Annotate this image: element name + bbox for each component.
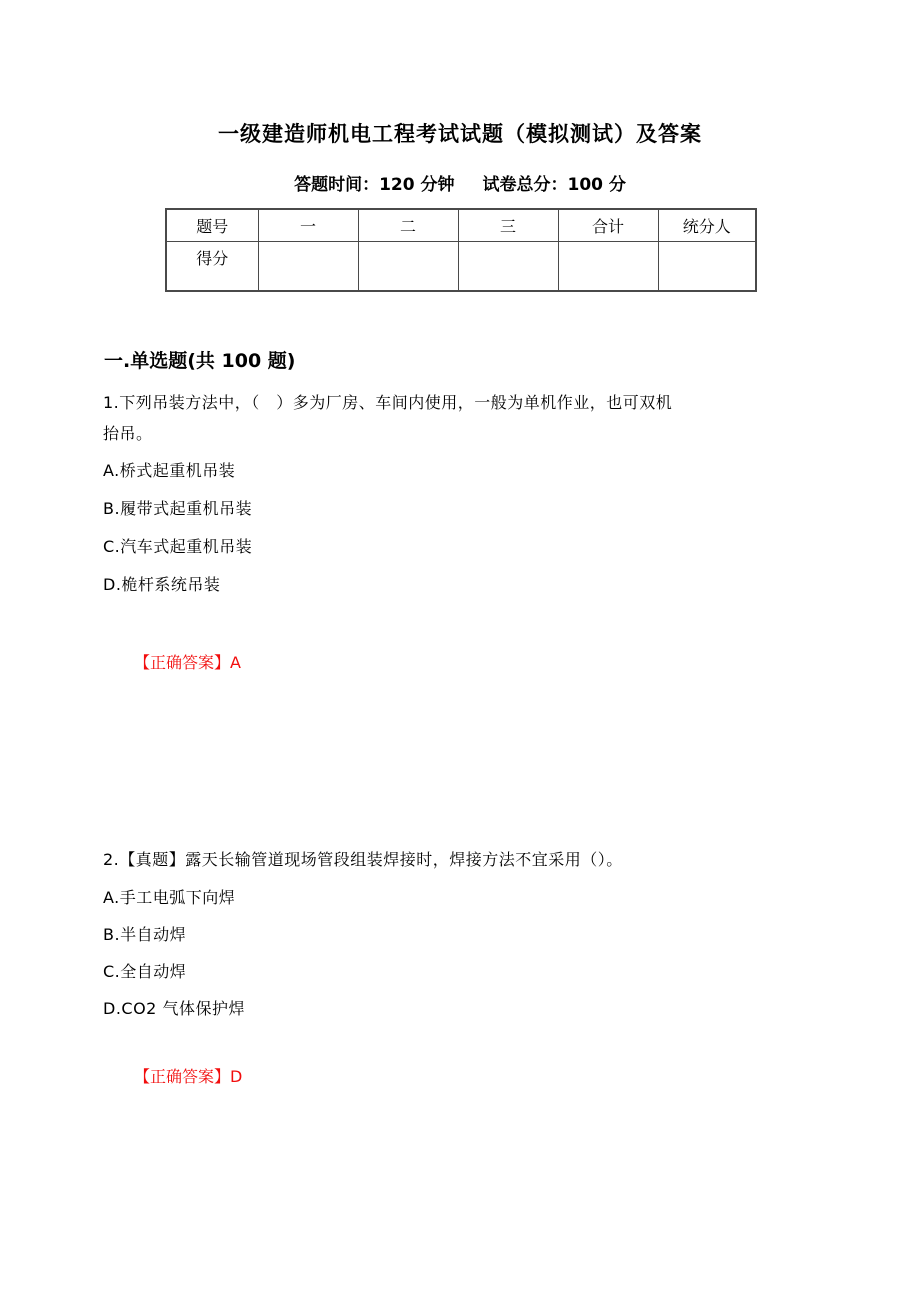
question-2-option-a: A.手工电弧下向焊: [103, 888, 236, 907]
question-2-option-c: C.全自动焊: [103, 962, 187, 981]
score-cell-empty: [458, 241, 558, 291]
total-score-label: 试卷总分：100 分: [482, 175, 626, 195]
question-2-option-b: B.半自动焊: [103, 925, 187, 944]
question-1-option-a: A.桥式起重机吊装: [103, 461, 236, 480]
correct-answer-label: 【正确答案】: [134, 653, 231, 672]
correct-answer-value: A: [230, 653, 241, 672]
score-cell-empty: [358, 241, 458, 291]
table-header-row: [166, 209, 756, 241]
col-header-part-one: 一: [258, 209, 358, 241]
question-1-stem-line-1: 1.下列吊装方法中，（ ）多为厂房、车间内使用，一般为单机作业，也可双机: [103, 393, 673, 412]
question-2-option-d: D.CO2 气体保护焊: [103, 999, 245, 1018]
correct-answer-value: D: [230, 1067, 243, 1086]
question-1-correct-answer: [134, 650, 241, 673]
page-title: 一级建造师机电工程考试试题（模拟测试）及答案: [218, 122, 702, 146]
correct-answer-label: 【正确答案】: [134, 1067, 231, 1086]
question-2-correct-answer: [134, 1064, 242, 1087]
question-1-option-c: C.汽车式起重机吊装: [103, 537, 253, 556]
score-summary-table: [165, 208, 757, 292]
section-heading-single-choice: 一.单选题(共 100 题): [104, 350, 296, 372]
col-header-total: 合计: [558, 209, 658, 241]
score-row-label: 得分: [166, 241, 258, 291]
exam-meta-line: [0, 170, 920, 195]
col-header-question-no: 题号: [166, 209, 258, 241]
col-header-scorer: 统分人: [658, 209, 756, 241]
score-cell-empty: [658, 241, 756, 291]
score-cell-empty: [558, 241, 658, 291]
table-score-row: [166, 241, 756, 291]
col-header-part-three: 三: [458, 209, 558, 241]
question-1-option-d: D.桅杆系统吊装: [103, 575, 221, 594]
col-header-part-two: 二: [358, 209, 458, 241]
question-2-stem-line-1: 2.【真题】露天长输管道现场管段组装焊接时，焊接方法不宜采用（）。: [103, 850, 623, 869]
question-1-stem-line-2: 抬吊。: [103, 424, 153, 443]
score-cell-empty: [258, 241, 358, 291]
question-1-option-b: B.履带式起重机吊装: [103, 499, 253, 518]
answer-time-label: 答题时间：120 分钟: [294, 175, 455, 195]
